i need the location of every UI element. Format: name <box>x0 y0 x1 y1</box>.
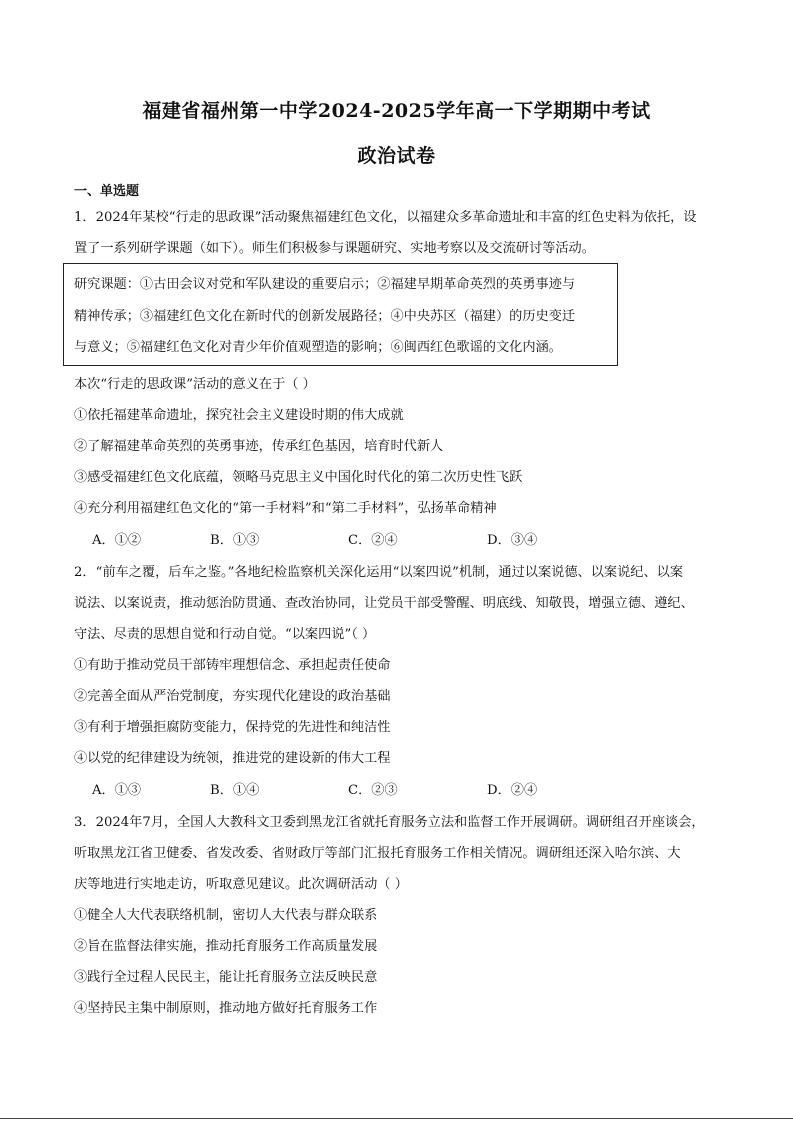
q1-item: ②了解福建革命英烈的英勇事迹，传承红色基因，培育时代新人 <box>74 439 444 454</box>
q2-option-a[interactable]: A．①③ <box>92 783 142 798</box>
q3-item: ③践行全过程人民民主，能让托育服务立法反映民意 <box>74 970 378 985</box>
exam-subtitle: 政治试卷 <box>357 145 436 167</box>
q1-stem-line: 置了一系列研学课题（如下）。师生们积极参与课题研究、实地考察以及交流研讨等活动。 <box>74 241 595 256</box>
q2-stem-line: 守法、尽责的思想自觉和行动自觉。“以案四说”（ ） <box>74 627 376 642</box>
q1-box-line: 研究课题：①古田会议对党和军队建设的重要启示；②福建早期革命英烈的英勇事迹与 <box>74 277 576 292</box>
q1-item: ③感受福建红色文化底蕴，领略马克思主义中国化时代化的第二次历史性飞跃 <box>74 470 523 485</box>
q3-stem-line: 3．2024年7月，全国人大教科文卫委到黑龙江省就托育服务立法和监督工作开展调研。调研组召开座谈会， <box>74 815 705 830</box>
q1-option-a[interactable]: A．①② <box>92 533 142 548</box>
section-heading: 一、单选题 <box>74 184 140 199</box>
q2-item: ③有利于增强拒腐防变能力，保持党的先进性和纯洁性 <box>74 720 391 735</box>
exam-title: 福建省福州第一中学2024-2025学年高一下学期期中考试 <box>142 100 651 122</box>
q3-item: ④坚持民主集中制原则，推动地方做好托育服务工作 <box>74 1001 378 1016</box>
q1-box-line: 与意义；⑤福建红色文化对青少年价值观塑造的影响；⑥闽西红色歌谣的文化内涵。 <box>74 340 562 355</box>
q2-item: ②完善全面从严治党制度，夯实现代化建设的政治基础 <box>74 689 391 704</box>
q1-option-c[interactable]: C．②④ <box>348 533 398 548</box>
q1-stem-line: 1．2024年某校“行走的思政课”活动聚焦福建红色文化，以福建众多革命遗址和丰富的红色史料为依托，设 <box>74 210 697 225</box>
q2-option-d[interactable]: D．②④ <box>487 783 538 798</box>
page-bottom-rule <box>0 1118 793 1119</box>
q2-stem-line: 说法、以案说责，推动惩治防贯通、查改治协同，让党员干部受警醒、明底线、知敬畏，增强立德、遵纪、 <box>74 596 694 611</box>
q3-stem-line: 听取黑龙江省卫健委、省发改委、省财政厅等部门汇报托育服务工作相关情况。调研组还深入哈尔滨、大 <box>74 846 681 861</box>
q1-item: ④充分利用福建红色文化的“第一手材料”和“第二手材料”，弘扬革命精神 <box>74 501 497 516</box>
q1-box-line: 精神传承；③福建红色文化在新时代的创新发展路径；④中央苏区（福建）的历史变迁 <box>74 309 576 324</box>
q2-option-c[interactable]: C．②③ <box>348 783 398 798</box>
q1-option-b[interactable]: B．①③ <box>210 533 260 548</box>
q2-option-b[interactable]: B．①④ <box>210 783 260 798</box>
q2-item: ①有助于推动党员干部铸牢理想信念、承担起责任使命 <box>74 658 391 673</box>
q1-option-d[interactable]: D．③④ <box>487 533 538 548</box>
q3-item: ②旨在监督法律实施，推动托育服务工作高质量发展 <box>74 939 378 954</box>
q1-question: 本次“行走的思政课”活动的意义在于（ ） <box>74 377 316 392</box>
q2-stem-line: 2．“前车之覆，后车之鉴。”各地纪检监察机关深化运用“以案四说”机制，通过以案说德、以案说纪、以案 <box>74 565 684 580</box>
q1-topic-box <box>63 263 618 366</box>
q3-item: ①健全人大代表联络机制，密切人大代表与群众联系 <box>74 908 378 923</box>
q2-item: ④以党的纪律建设为统领，推进党的建设新的伟大工程 <box>74 751 391 766</box>
q1-item: ①依托福建革命遗址，探究社会主义建设时期的伟大成就 <box>74 408 404 423</box>
q3-stem-line: 庆等地进行实地走访，听取意见建议。此次调研活动（ ） <box>74 877 408 892</box>
